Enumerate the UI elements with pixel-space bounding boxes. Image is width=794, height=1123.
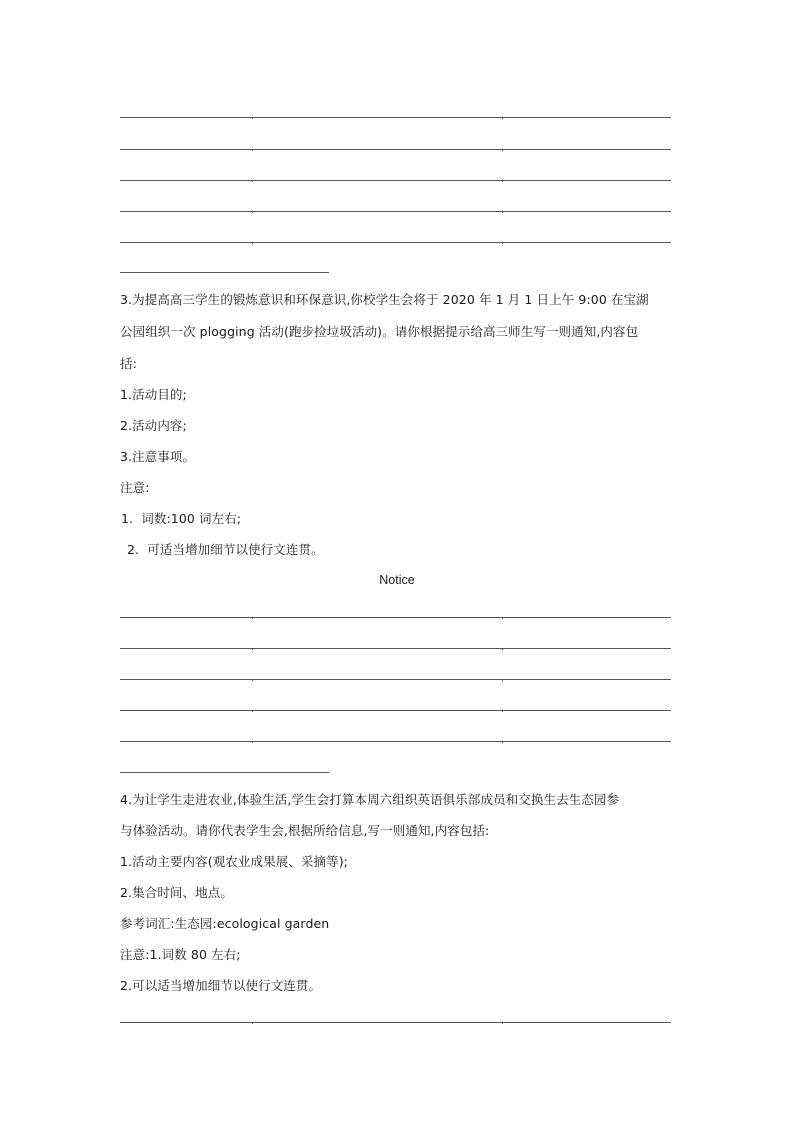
q3-item-2: 2.活动内容; <box>120 418 187 433</box>
q3-item-3: 3.注意事项。 <box>120 449 196 464</box>
answer-line <box>120 710 671 711</box>
answer-line-short <box>120 772 329 773</box>
answer-line <box>120 741 671 742</box>
answer-line <box>120 1022 671 1023</box>
answer-line <box>120 149 671 150</box>
answer-line-short <box>120 272 329 273</box>
answer-line <box>120 242 671 243</box>
q3-prompt-line-1: 3.为提高高三学生的锻炼意识和环保意识,你校学生会将于 2020 年 1 月 1 日上午 9:00 在宝湖 <box>120 292 649 307</box>
notice-title: Notice <box>379 573 415 587</box>
q4-item-1: 1.活动主要内容(观农业成果展、采摘等); <box>120 854 348 869</box>
q3-note-label: 注意: <box>120 480 150 495</box>
answer-line <box>120 117 671 118</box>
q4-prompt-line-2: 与体验活动。请你代表学生会,根据所给信息,写一则通知,内容包括: <box>120 823 490 838</box>
q4-note-1: 注意:1.词数 80 左右; <box>120 947 241 962</box>
q3-prompt-line-3: 括: <box>120 356 137 371</box>
q3-note-1: 1. 词数:100 词左右; <box>121 511 242 526</box>
q3-prompt-line-2: 公园组织一次 plogging 活动(跑步捡垃圾活动)。请你根据提示给高三师生写一则通知,内容包 <box>120 324 639 339</box>
answer-line <box>120 679 671 680</box>
answer-line <box>120 211 671 212</box>
q3-note-2: 2. 可适当增加细节以使行文连贯。 <box>127 542 324 557</box>
answer-line <box>120 648 671 649</box>
q4-prompt-line-1: 4.为让学生走进农业,体验生活,学生会打算本周六组织英语俱乐部成员和交换生去生态园参 <box>120 792 620 807</box>
q3-item-1: 1.活动目的; <box>120 387 187 402</box>
answer-line <box>120 180 671 181</box>
q4-vocab: 参考词汇:生态园:ecological garden <box>120 916 330 931</box>
q4-note-2: 2.可以适当增加细节以使行文连贯。 <box>120 978 322 993</box>
q4-item-2: 2.集合时间、地点。 <box>120 885 233 900</box>
answer-line <box>120 617 671 618</box>
